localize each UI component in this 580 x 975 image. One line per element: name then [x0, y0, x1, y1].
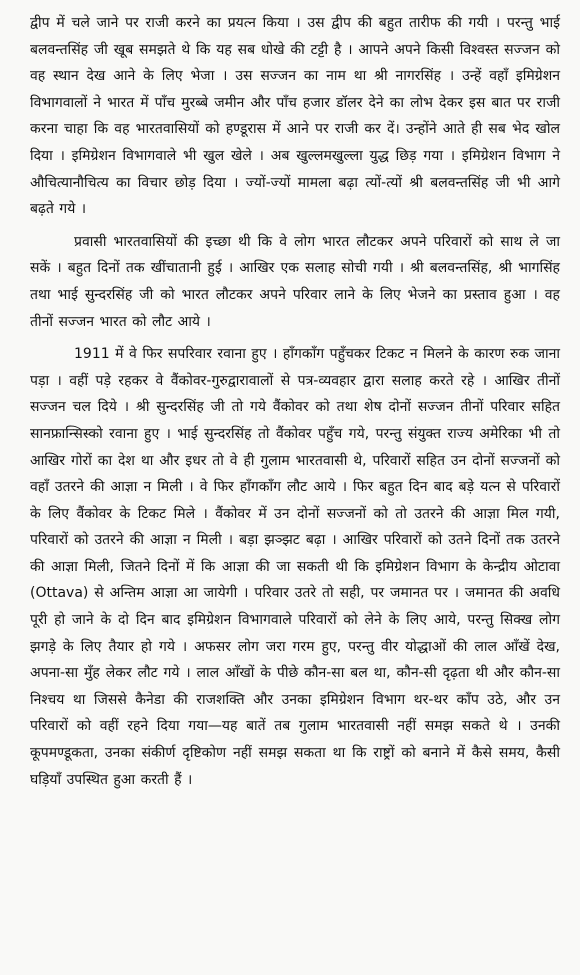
paragraph-1: द्वीप में चले जाने पर राजी करने का प्रयत्न किया । उस द्वीप की बहुत तारीफ की गयी । परन्तु भाई बलवन्तसिंह जी खूब समझते थे कि यह सब धोखे की टट्टी है । आपने अपने किसी विश्वस्त सज्जन को वह स्थान देख आने के लिए भेजा । उस सज्जन का नाम था श्री नागरसिंह । उन्हें वहाँ इमिग्रेशन विभागवालों ने भारत में पाँच मुरब्बे जमीन और पाँच हजार डॉलर देने का लोभ देकर इस बात पर राजी करना चाहा कि वह भारतवासियों को हण्डूरास में आने पर राजी कर दें। उन्होंने आते ही सब भेद खोल दिया । इमिग्रेशन विभागवाले भी खुल खेले । अब खुल्लमखुल्ला युद्ध छिड़ गया । इमिग्रेशन विभाग ने औचित्यानौचित्य का विचार छोड़ दिया । ज्यों-ज्यों मामला बढ़ा त्यों-त्यों श्री बलवन्तसिंह जी भी आगे बढ़ते गये । — [30, 15, 560, 218]
paragraph-2: प्रवासी भारतवासियों की इच्छा थी कि वे लोग भारत लौटकर अपने परिवारों को साथ ले जा सकें । बहुत दिनों तक खींचातानी हुई । आखिर एक सलाह सोची गयी । श्री बलवन्तसिंह, श्री भागसिंह तथा भाई सुन्दरसिंह जी को भारत लौटकर अपने परिवार लाने के लिए भेजने का प्रस्ताव हुआ । वह तीनों सज्जन भारत को लौट आये । — [30, 233, 560, 330]
paragraph-3: 1911 में वे फिर सपरिवार रवाना हुए । हाँगकाँग पहुँचकर टिकट न मिलने के कारण रुक जाना पड़ा । वहीं पड़े रहकर वे वैंकोवर-गुरुद्वारावालों से पत्र-व्यवहार द्वारा सलाह करते रहे । आखिर तीनों सज्जन चल दिये । श्री सुन्दरसिंह जी तो गये वैंकोवर को तथा शेष दोनों सज्जन तीनों परिवार सहित सानफ्रान्सिस्को रवाना हुए । भाई सुन्दरसिंह तो वैंकोवर पहुँच गये, परन्तु संयुक्त राज्य अमेरिका भी तो आखिर गोरों का देश था और इधर तो वे ही गुलाम भारतवासी थे, परिवारों सहित उन दोनों सज्जनों को वहाँ उतरने की आज्ञा न मिली । वे फिर हाँगकाँग लौट आये । फिर बहुत दिन बाद बड़े यत्न से परिवारों के लिए वैंकोवर के टिकट मिले । वैंकोवर में उन दोनों सज्जनों को तो उतरने की आज्ञा मिल गयी, परिवारों को उतरने की आज्ञा न मिली । बड़ा झञ्झट बढ़ा । आखिर परिवारों को उतने दिनों तक उतरने की आज्ञा मिली, जितने दिनों में कि आज्ञा की जा सकती थी कि इमिग्रेशन विभाग के केन्द्रीय ओटावा (Ottava) से अन्तिम आज्ञा आ जायेगी । परिवार उतरे तो सही, पर जमानत पर । जमानत की अवधि पूरी हो जाने के दो दिन बाद इमिग्रेशन विभागवाले परिवारों को लेने के लिए आये, परन्तु सिक्ख लोग झगड़े के लिए तैयार हो गये । अफसर लोग जरा गरम हुए, परन्तु वीर योद्धाओं की लाल आँखें देख, अपना-सा मुँह लेकर लौट गये । लाल आँखों के पीछे कौन-सा बल था, कौन-सी दृढ़ता थी और कौन-सा निश्चय था जिससे कैनेडा की राजशक्ति और उनका इमिग्रेशन विभाग थर-थर काँप उठे, और उन परिवारों को वहीं रहने दिया गया—यह बातें तब गुलाम भारतवासी नहीं समझ सकते थे । उनकी कूपमण्डूकता, उनका संकीर्ण दृष्टिकोण नहीं समझ सकता था कि राष्ट्रों को बनाने में कैसे समय, कैसी घड़ियाँ उपस्थित हुआ करती हैं । — [30, 346, 560, 788]
